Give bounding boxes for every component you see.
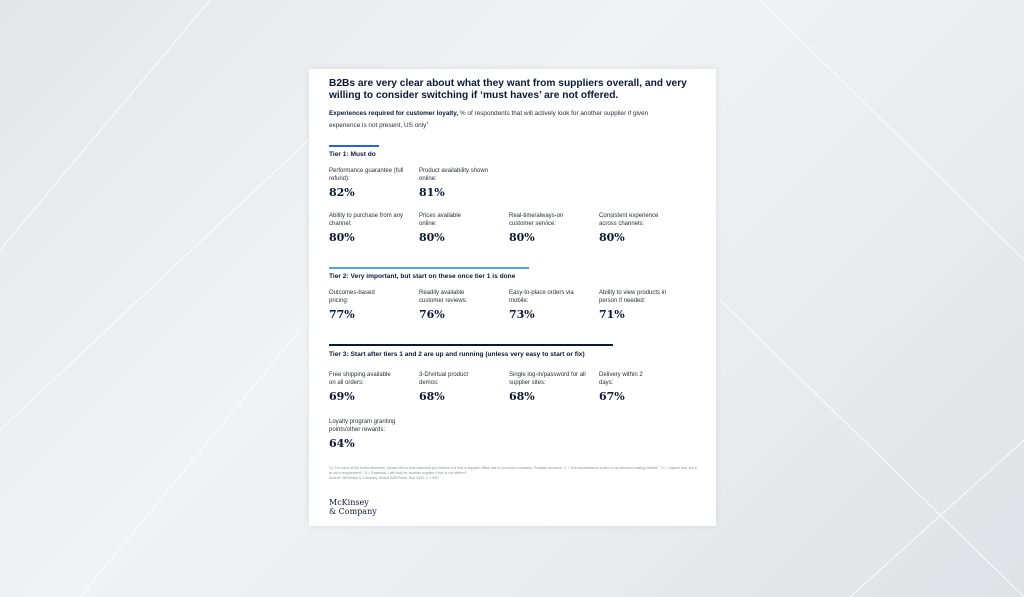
stat-label: 3-D/virtual product demos: — [419, 372, 469, 387]
stat-label: Delivery within 2 days: — [599, 372, 643, 387]
stat-label: Readily available customer reviews: — [419, 290, 468, 305]
tier-1-stat-4 — [419, 212, 471, 244]
tier-3-stat-5 — [329, 418, 401, 450]
stat-value: 68% — [509, 390, 535, 403]
tier-2-title: Tier 2: Very important, but start on these once tier 1 is done — [329, 273, 516, 280]
tier-2-stat-3 — [509, 289, 575, 321]
headline: B2Bs are very clear about what they want from suppliers overall, and very willing to consider switching if ‘must haves’ are not offered. — [329, 78, 687, 101]
tier-2-stat-1 — [329, 289, 389, 321]
stat-value: 80% — [599, 231, 625, 244]
tier-3-stat-1 — [329, 371, 399, 403]
tier-2-stat-2 — [419, 289, 489, 321]
footnote-source: Source: McKinsey & Company Global B2B Pulse, Nov 2021, n = 600 — [329, 475, 439, 480]
mckinsey-logo — [329, 499, 377, 516]
stat-label: Outcomes-based pricing: — [329, 290, 375, 305]
footnote-question: ¹Q: For each of the follow elements, please tell us how essential you believe it is that a supplier offers this to your/your company. Possible answers: “1 = Not important/not a part of my decision-making criteria”; “2 = I expect this, but it is not a requirement”; “3 = Essential, I will look for another supplier if this is not offered”. — [329, 466, 697, 475]
stat-label: Easy-to-place orders via mobile: — [509, 290, 574, 305]
stat-value: 80% — [329, 231, 355, 244]
stat-value: 68% — [419, 390, 445, 403]
tier-3-title: Tier 3: Start after tiers 1 and 2 are up and running (unless very easy to start or fix) — [329, 351, 585, 358]
stat-value: 80% — [419, 231, 445, 244]
stat-label: Prices available online: — [419, 213, 462, 228]
tier-1-bar — [329, 145, 379, 147]
subtitle-text: % of respondents that will actively look for another supplier if given experience is not present, US only — [329, 110, 649, 130]
stat-label: Single log-in/password for all supplier sites: — [509, 372, 586, 387]
stat-label: Consistent experience across channels: — [599, 213, 659, 228]
stat-value: 81% — [419, 186, 445, 199]
stat-value: 67% — [599, 390, 625, 403]
tier-2-bar — [329, 267, 529, 269]
footnote — [329, 466, 699, 480]
logo-line-2: & Company — [329, 506, 377, 516]
stat-label: Free shipping available on all orders: — [329, 372, 391, 387]
tier-3-stat-2 — [419, 371, 483, 403]
tier-2-stat-4 — [599, 289, 683, 321]
subtitle-footnote-marker: 1 — [426, 120, 429, 125]
tier-1-stat-1 — [329, 167, 413, 199]
stat-value: 82% — [329, 186, 355, 199]
stat-value: 73% — [509, 308, 535, 321]
tier-1-stat-6 — [599, 212, 675, 244]
tier-3-stat-4 — [599, 371, 649, 403]
stat-value: 64% — [329, 437, 355, 450]
stat-label: Loyalty program granting points/other rewards: — [329, 419, 396, 434]
stat-label: Performance guarantee (full refund): — [329, 168, 404, 183]
subtitle-bold: Experiences required for customer loyalty, — [329, 110, 459, 117]
logo-line-1: McKinsey — [329, 498, 369, 507]
tier-1-stat-5 — [509, 212, 579, 244]
stat-value: 76% — [419, 308, 445, 321]
stat-value: 69% — [329, 390, 355, 403]
infographic-card — [309, 69, 716, 526]
stat-value: 71% — [599, 308, 625, 321]
tier-1-title: Tier 1: Must do — [329, 151, 376, 158]
tier-1-stat-3 — [329, 212, 405, 244]
stat-label: Real-time/always-on customer service: — [509, 213, 564, 228]
tier-3-bar — [329, 344, 613, 346]
stat-value: 80% — [509, 231, 535, 244]
stat-label: Product availability shown online: — [419, 168, 489, 183]
tier-1-stat-2 — [419, 167, 489, 199]
stat-value: 77% — [329, 308, 355, 321]
stat-label: Ability to purchase from any channel: — [329, 213, 404, 228]
subtitle — [329, 109, 659, 130]
tier-3-stat-3 — [509, 371, 587, 403]
stat-label: Ability to view products in person if needed: — [599, 290, 667, 305]
